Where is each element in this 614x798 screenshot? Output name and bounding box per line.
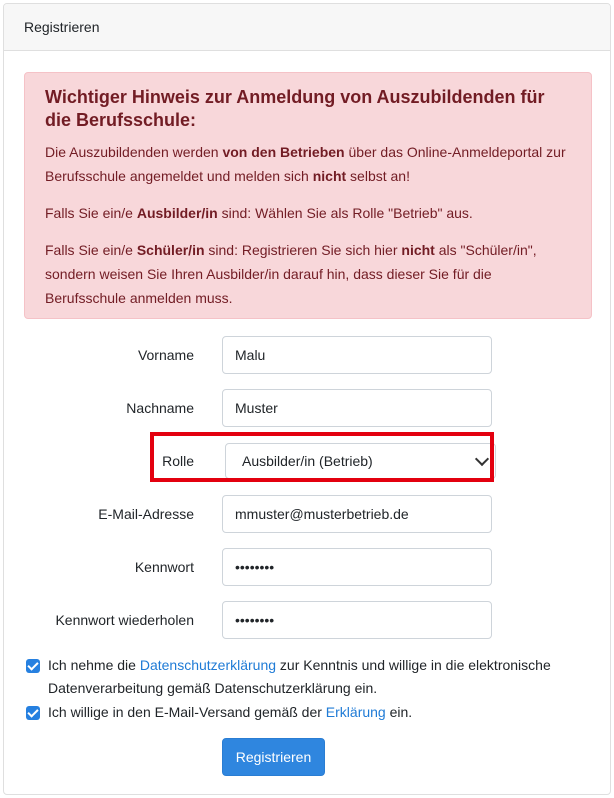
password-row — [4, 548, 611, 586]
password-repeat-row — [4, 601, 611, 639]
email-row — [4, 495, 611, 533]
email-label: E-Mail-Adresse — [98, 506, 194, 522]
role-selected-value: Ausbilder/in (Betrieb) — [242, 453, 373, 469]
notice-title: Wichtiger Hinweis zur Anmeldung von Auszubildenden für die Berufsschule: — [45, 87, 545, 130]
privacy-policy-link[interactable]: Datenschutzerklärung — [139, 657, 277, 673]
card-title: Registrieren — [24, 19, 100, 35]
lastname-label: Nachname — [126, 400, 194, 416]
notice-paragraph-2: Falls Sie ein/e Ausbilder/in sind: Wählen Sie als Rolle "Betrieb" aus. — [45, 205, 473, 221]
register-button[interactable]: Registrieren — [222, 738, 325, 776]
password-input[interactable]: •••••••• — [222, 548, 492, 586]
declaration-link[interactable]: Erklärung — [325, 704, 386, 720]
card-header — [4, 4, 610, 51]
password-label: Kennwort — [134, 559, 194, 575]
role-label: Rolle — [162, 453, 194, 469]
registration-card — [3, 3, 611, 795]
privacy-consent-text: Ich nehme die Datenschutzerklärung zur Kenntnis und willige in die elektronische Datenverarbeitung gemäß Datenschutzerklärung ein. — [48, 657, 551, 696]
password-repeat-input[interactable]: •••••••• — [222, 601, 492, 639]
notice-paragraph-1: Die Auszubildenden werden von den Betrieben über das Online-Anmeldeportal zur Berufsschule angemeldet und melden sich nicht selbst an! — [45, 144, 566, 184]
lastname-input[interactable]: Muster — [222, 389, 492, 427]
important-notice — [24, 72, 592, 319]
lastname-row — [4, 389, 611, 427]
email-consent-text: Ich willige in den E-Mail-Versand gemäß der Erklärung ein. — [48, 704, 413, 720]
privacy-checkbox[interactable] — [26, 659, 40, 673]
email-consent-checkbox[interactable] — [26, 706, 40, 720]
firstname-row — [4, 336, 611, 374]
notice-paragraph-3: Falls Sie ein/e Schüler/in sind: Registrieren Sie sich hier nicht als "Schüler/in", sondern weisen Sie Ihren Ausbilder/in darauf hin, dass dieser Sie für die Berufsschule anmelden muss. — [45, 242, 537, 306]
email-input[interactable]: mmuster@musterbetrieb.de — [222, 495, 492, 533]
role-highlight-box — [150, 432, 494, 482]
password-repeat-label: Kennwort wiederholen — [55, 612, 194, 628]
firstname-input[interactable]: Malu — [222, 336, 492, 374]
firstname-label: Vorname — [137, 347, 194, 363]
